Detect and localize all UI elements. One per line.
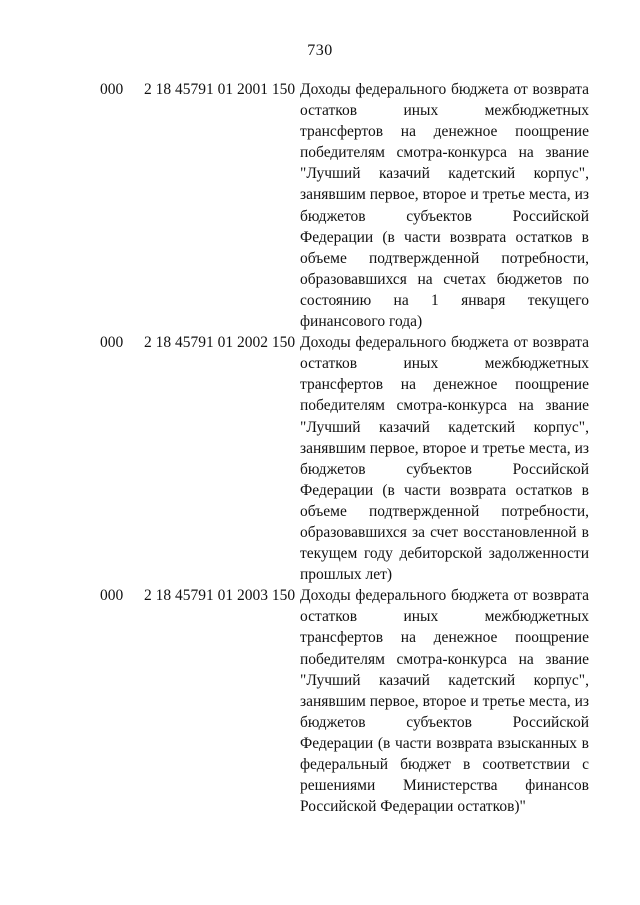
income-description: Доходы федерального бюджета от возврата остатков иных межбюджетных трансфертов на денежное поощрение победителям смотра-конкурса на звание "Лучший казачий кадетский корпус", занявшим первое, второе и третье места, из бюджетов субъектов Российской Федерации (в части возврата остатков в объеме подтвержденной потребности, образовавшихся на счетах бюджетов по состоянию на 1 января текущего финансового года) xyxy=(300,81,589,331)
budget-classification-code: 2 18 45791 01 2002 150 xyxy=(144,334,296,352)
income-description: Доходы федерального бюджета от возврата остатков иных межбюджетных трансфертов на денежное поощрение победителям смотра-конкурса на звание "Лучший казачий кадетский корпус", занявшим первое, второе и третье места, из бюджетов субъектов Российской Федерации (в части возврата остатков в объеме подтвержденной потребности, образовавшихся за счет восстановленной в текущем году дебиторской задолженности прошлых лет) xyxy=(300,334,589,584)
income-description: Доходы федерального бюджета от возврата остатков иных межбюджетных трансфертов на денежное поощрение победителям смотра-конкурса на звание "Лучший казачий кадетский корпус", занявшим первое, второе и третье места, из бюджетов субъектов Российской Федерации (в части возврата взысканных в федеральный бюджет в соответствии с решениями Министерства финансов Российской Федерации остатков)" xyxy=(300,587,589,816)
table-row xyxy=(0,332,640,585)
budget-classification-code: 2 18 45791 01 2003 150 xyxy=(144,587,296,605)
budget-classification-code: 2 18 45791 01 2001 150 xyxy=(144,81,296,98)
page-number: 730 xyxy=(307,42,333,59)
table-row xyxy=(0,585,640,817)
admin-code: 000 xyxy=(100,334,124,352)
table-row xyxy=(0,79,640,332)
admin-code: 000 xyxy=(100,81,124,98)
admin-code: 000 xyxy=(100,587,124,605)
budget-code-table xyxy=(0,79,640,817)
